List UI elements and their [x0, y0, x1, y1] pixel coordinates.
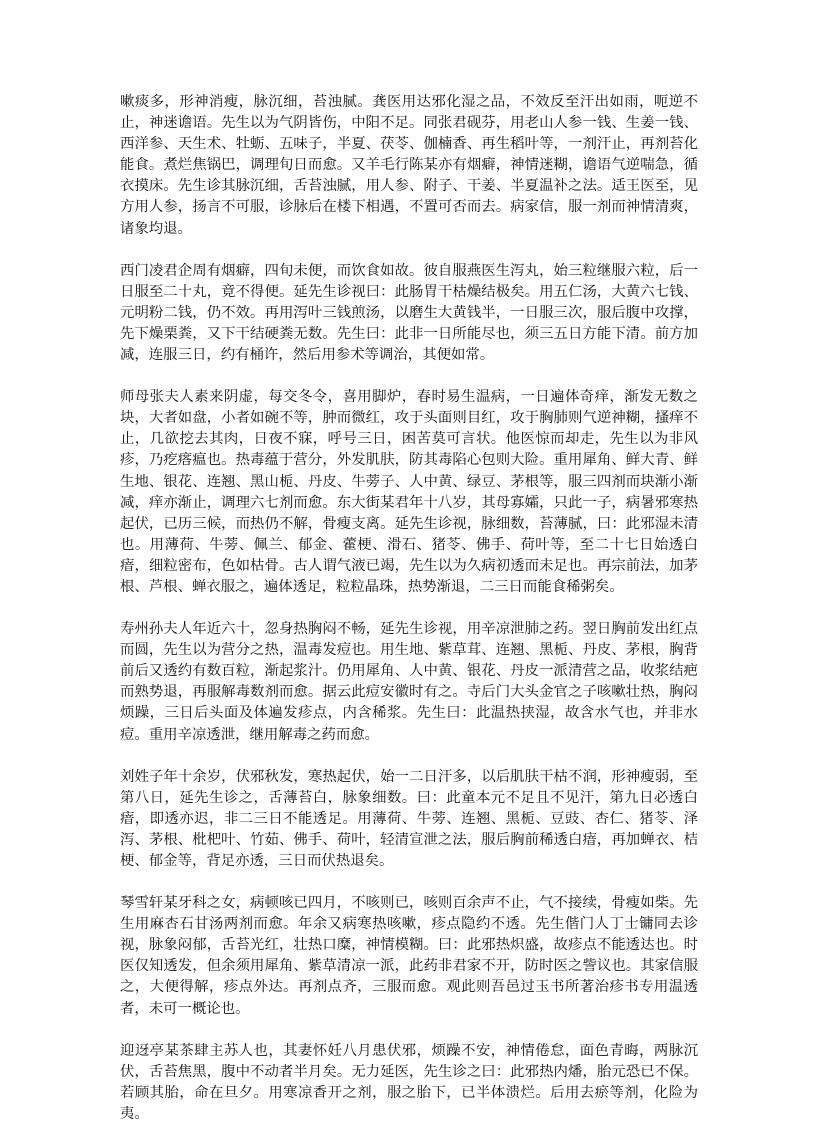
document-page — [120, 92, 698, 1146]
paragraph-2: 西门凌君企周有烟癖，四旬未便，而饮食如故。彼自服燕医生泻丸，始三粒继服六粒，后一日服至二十丸，竟不得便。延先生诊视曰：此肠胃干枯燥结极矣。用五仁汤，大黄六七钱、元明粉二钱，仍不效。再用泻叶三钱煎汤，以磨生大黄钱半，一日服三次，服后腹中攻撑，先下燥栗粪，又下干结硬粪无数。先生曰：此非一日所能尽也，须三五日方能下清。前方加减，连服三日，约有桶许，然后用参术等调治，其便如常。 — [120, 262, 698, 364]
paragraph-1: 嗽痰多，形神消瘦，脉沉细，苔浊腻。龚医用达邪化湿之品，不效反至汗出如雨，呃逆不止，神迷谵语。先生以为气阴皆伤，中阳不足。同张君砚芬，用老山人参一钱、生姜一钱、西洋参、天生术、牡蛎、五味子，半夏、茯苓、伽楠香、再生稻叶等，一剂汗止，再剂苔化能食。煮烂焦锅巴，调理旬日而愈。又羊毛行陈某亦有烟癖，神情迷糊，谵语气逆喘急，循衣摸床。先生诊其脉沉细，舌苔浊腻，用人参、附子、干姜、半夏温补之法。适王医至，见方用人参，扬言不可服，诊脉后在楼下相遇，不置可否而去。病家信，服一剂而神情清爽，诸象均退。 — [120, 94, 698, 237]
paragraph-5: 刘姓子年十余岁，伏邪秋发，寒热起伏，始一二日汗多，以后肌肤干枯不润，形神瘦弱，至第八日，延先生诊之，舌薄苔白，脉象细数。曰：此童本元不足且不见汗，第九日必透白瘖，即透亦迟，非二三日不能透足。用薄荷、牛蒡、连翘、黑栀、豆豉、杏仁、猪苓、泽泻、茅根、枇杷叶、竹茹、佛手、荷叶，轻清宣泄之法，服后胸前稀透白瘖，再加蝉衣、桔梗、郁金等，背足亦透，三日而伏热退矣。 — [120, 768, 698, 869]
paragraph-3: 师母张夫人素来阴虚，每交冬令，喜用脚炉，春时易生温病，一日遍体奇痒，渐发无数之块，大者如盘，小者如碗不等，肿而微红，攻于头面则目红，攻于胸肺则气逆神糊，搔痒不止，几欲挖去其肉，日夜不寐，呼号三日，困苦莫可言状。他医惊而却走，先生以为非风疹，乃疙瘩瘟也。热毒蕴于营分，外发肌肤，防其毒陷心包则大险。重用犀角、鲜大青、鲜生地、银花、连翘、黑山栀、丹皮、牛蒡子、人中黄、绿豆、茅根等，服三四剂而块渐小渐减，痒亦渐止，调理六七剂而愈。东大街某君年十八岁，其母寡孀，只此一子，病暑邪寒热起伏，已历三候，而热仍不解，骨瘦支离。延先生诊视，脉细数，苔薄腻，曰：此邪湿未清也。用薄荷、牛蒡、佩兰、郁金、藿梗、滑石、猪苓、佛手、荷叶等，至二十七日始透白瘖，细粒密布，色如枯骨。古人谓气液已竭，先生以为久病初透而未足也。再宗前法，加茅根、芦根、蝉衣服之，遍体透足，粒粒晶珠，热势渐退，二三日而能食稀粥矣。 — [120, 389, 698, 595]
paragraph-4: 寿州孙夫人年近六十，忽身热胸闷不畅，延先生诊视，用辛凉泄肺之药。翌日胸前发出红点而圆，先生以为营分之热，温毒发痘也。用生地、紫草茸、连翘、黑栀、丹皮、茅根，胸背前后又透约有数百粒，渐起浆汁。仍用犀角、人中黄、银花、丹皮一派清营之品，收浆结疤而熟势退，再服解毒数剂而愈。据云此痘安徽时有之。寺后门大头金官之子咳嗽壮热，胸闷烦躁，三日后头面及体遍发疹点，内含稀浆。先生曰：此温热挟湿，故含水气也，并非水痘。重用辛凉透泄，继用解毒之药而愈。 — [120, 621, 698, 743]
paragraph-7: 迎迓亭某茶肆主苏人也，其妻怀妊八月患伏邪，烦躁不安，神情倦怠，面色青晦，两脉沉伏，舌苔焦黑，腹中不动者半月矣。无力延医，先生诊之曰：此邪热内燔，胎元恐已不保。若顾其胎，命在旦夕。用寒凉香开之剂，服之胎下，已半体溃烂。后用去瘀等剂，化险为夷。 — [120, 1042, 698, 1122]
paragraph-6: 琴雪轩某牙科之女，病顿咳已四月，不咳则已，咳则百余声不止，气不接续，骨瘦如柴。先生用麻杏石甘汤两剂而愈。年余又病寒热咳嗽，疹点隐约不透。先生偕门人丁士镛同去诊视，脉象闷郁，舌苔光红，壮热口糜，神情模糊。曰：此邪热炽盛，故疹点不能透达也。时医仅知透发，但余须用犀角、紫草清凉一派，此药非君家不开，防时医之訾议也。其家信服之，大便得解，疹点外达。再剂点齐，三服而愈。观此则吾邑过玉书所著治疹书专用温透者，未可一概论也。 — [120, 895, 698, 1017]
